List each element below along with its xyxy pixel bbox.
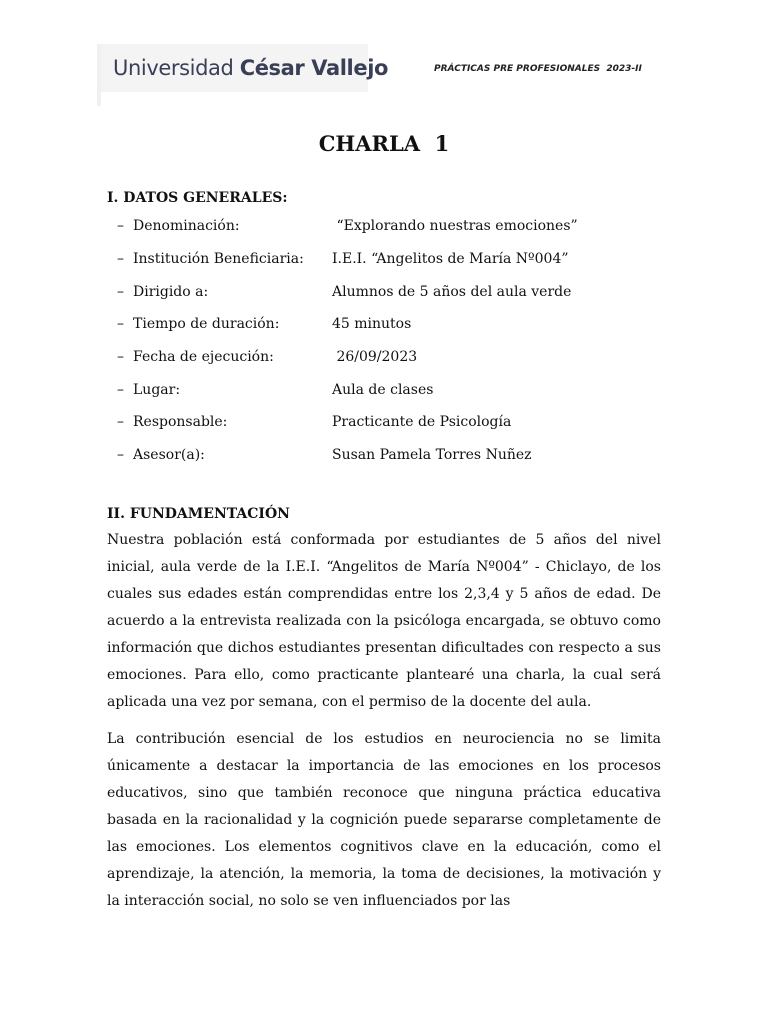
datos-value: Practicante de Psicología xyxy=(332,414,512,430)
datos-row-asesor xyxy=(117,447,677,467)
logo-text-bold: César Vallejo xyxy=(239,56,389,80)
paragraph-fundamentacion-2: La contribución esencial de los estudios en neurociencia no se limita únicamente a destacar la importancia de las emociones en los procesos educativos, sino que también reconoce que ninguna práctica educativa basada en la racionalidad y la cognición puede separarse completamente de las emociones. Los elementos cognitivos clave en la educación, como el aprendizaje, la atención, la memoria, la toma de decisiones, la motivación y la interacción social, no solo se ven influenciados por las xyxy=(107,731,661,909)
logo-text-regular: Universidad xyxy=(113,56,240,80)
datos-row-lugar xyxy=(117,382,677,402)
datos-value: “Explorando nuestras emociones” xyxy=(332,218,578,234)
logo-background-strip xyxy=(97,44,101,106)
datos-value: 26/09/2023 xyxy=(332,349,418,365)
list-dash: – xyxy=(117,414,124,430)
section-heading-fundamentacion: II. FUNDAMENTACIÓN xyxy=(107,506,290,522)
datos-label: Fecha de ejecución: xyxy=(133,349,274,365)
datos-value: Alumnos de 5 años del aula verde xyxy=(332,284,572,300)
section-heading-datos-generales: I. DATOS GENERALES: xyxy=(107,190,288,206)
list-dash: – xyxy=(117,349,124,365)
practices-header-label: PRÁCTICAS PRE PROFESIONALES 2023-II xyxy=(434,64,642,74)
list-dash: – xyxy=(117,251,124,267)
datos-row-fecha xyxy=(117,349,677,369)
list-dash: – xyxy=(117,316,124,332)
document-title: CHARLA 1 xyxy=(318,131,450,156)
datos-label: Tiempo de duración: xyxy=(133,316,280,332)
datos-label: Lugar: xyxy=(133,382,181,398)
datos-row-duracion xyxy=(117,316,677,336)
datos-label: Denominación: xyxy=(133,218,240,234)
datos-row-denominacion xyxy=(117,218,677,238)
datos-label: Asesor(a): xyxy=(133,447,205,463)
university-logo xyxy=(97,44,389,92)
list-dash: – xyxy=(117,447,124,463)
datos-row-dirigido xyxy=(117,284,677,304)
datos-value: 45 minutos xyxy=(332,316,412,332)
list-dash: – xyxy=(117,218,124,234)
datos-label: Dirigido a: xyxy=(133,284,209,300)
datos-label: Institución Beneficiaria: xyxy=(133,251,304,267)
datos-label: Responsable: xyxy=(133,414,228,430)
list-dash: – xyxy=(117,382,124,398)
logo-text xyxy=(113,56,388,80)
datos-value: I.E.I. “Angelitos de María Nº004” xyxy=(332,251,569,267)
datos-row-institucion xyxy=(117,251,677,271)
list-dash: – xyxy=(117,284,124,300)
datos-value: Susan Pamela Torres Nuñez xyxy=(332,447,532,463)
datos-row-responsable xyxy=(117,414,677,434)
datos-value: Aula de clases xyxy=(332,382,434,398)
paragraph-fundamentacion-1: Nuestra población está conformada por estudiantes de 5 años del nivel inicial, aula verde de la I.E.I. “Angelitos de María Nº004” - Chiclayo, de los cuales sus edades están comprendidas entre los 2,3,4 y 5 años de edad. De acuerdo a la entrevista realizada con la psicóloga encargada, se obtuvo como información que dichos estudiantes presentan dificultades con respecto a sus emociones. Para ello, como practicante plantearé una charla, la cual será aplicada una vez por semana, con el permiso de la docente del aula. xyxy=(107,532,661,710)
